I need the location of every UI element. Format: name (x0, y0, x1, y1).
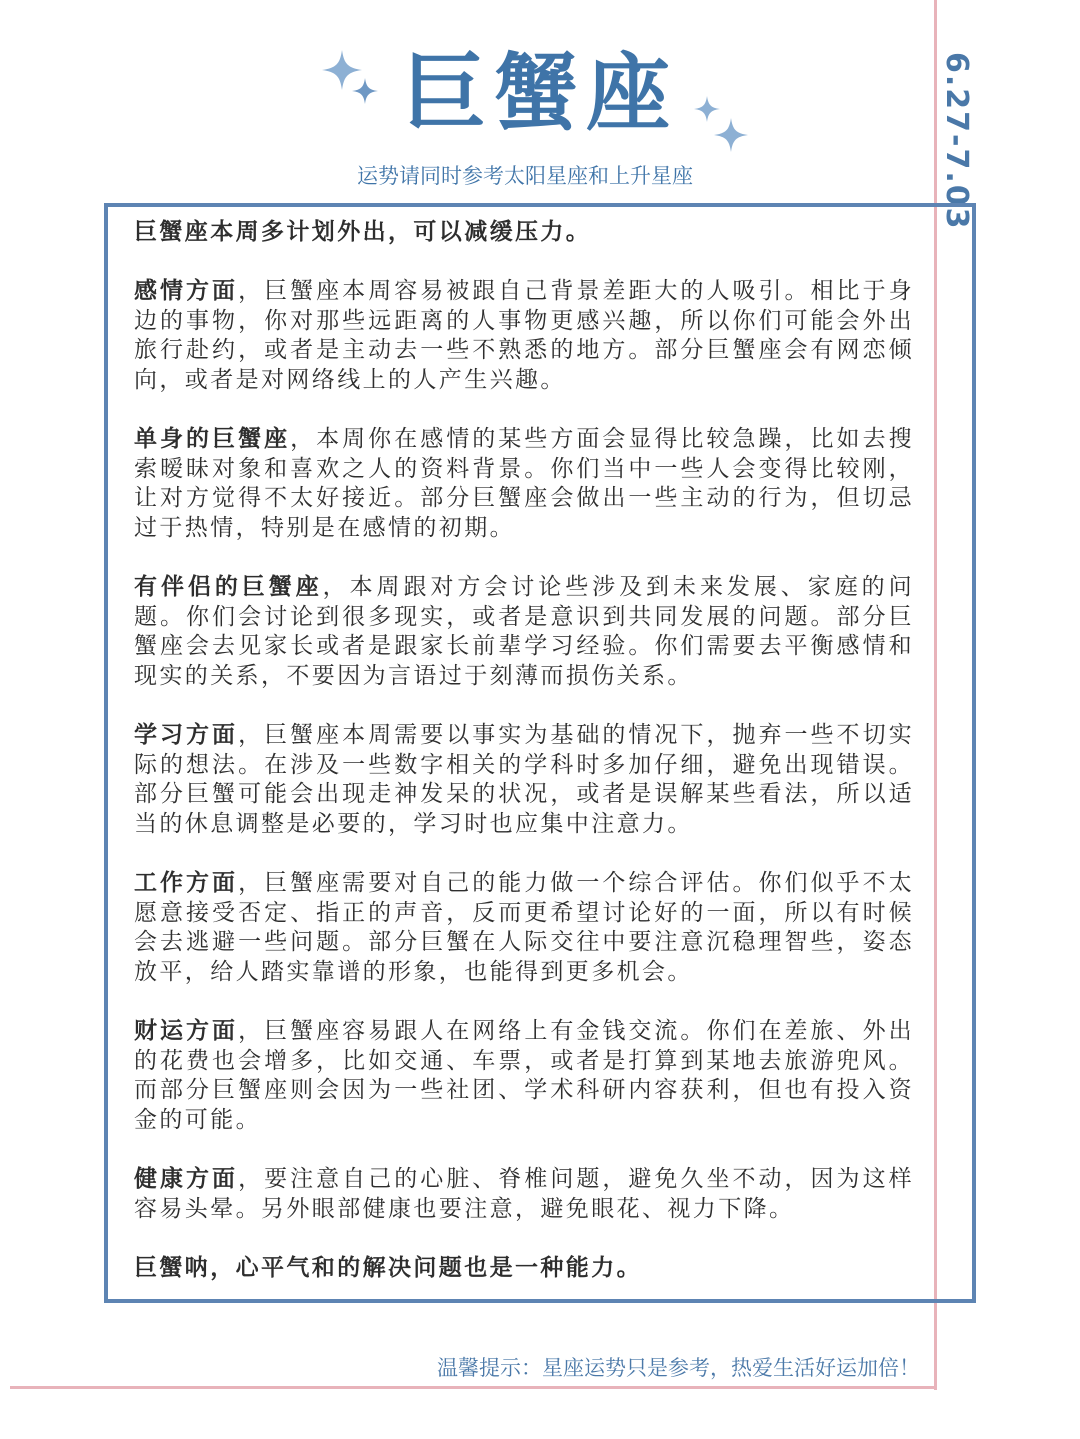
work-paragraph (134, 869, 914, 987)
health-text: ，要注意自己的心脏、脊椎问题，避免久坐不动，因为这样容易头晕。另外眼部健康也要注意，避免眼花、视力下降。 (134, 1166, 914, 1222)
single-text: ，本周你在感情的某些方面会显得比较急躁，比如去搜索暧昧对象和喜欢之人的资料背景。你们当中一些人会变得比较刚，让对方觉得不太好接近。部分巨蟹座会做出一些主动的行为，但切忌过于热情，特别是在感情的初期。 (134, 426, 914, 541)
closing-paragraph (134, 1254, 914, 1284)
page-title: 巨蟹座 (401, 44, 678, 142)
footer-tip: 温馨提示：星座运势只是参考，热爱生活好运加倍！ (437, 1356, 920, 1380)
partnered-label: 有伴侣的巨蟹座 (134, 574, 323, 601)
study-text: ，巨蟹座本周需要以事实为基础的情况下，抛弃一些不切实际的想法。在涉及一些数字相关的学科时多加仔细，避免出现错误。部分巨蟹可能会出现走神发呆的状况，或者是误解某些看法，所以适当的休息调整是必要的，学习时也应集中注意力。 (134, 722, 914, 837)
date-range: 6.27-7.03 (939, 52, 974, 231)
horoscope-text (134, 218, 914, 1313)
partnered-paragraph (134, 573, 914, 691)
pink-frame-horizontal-line (10, 1386, 937, 1389)
single-paragraph (134, 425, 914, 543)
closing-text: 巨蟹呐，心平气和的解决问题也是一种能力。 (134, 1254, 642, 1281)
health-label: 健康方面 (134, 1166, 239, 1192)
work-label: 工作方面 (134, 870, 239, 897)
single-label: 单身的巨蟹座 (134, 426, 291, 453)
partnered-text: ，本周跟对方会讨论些涉及到未来发展、家庭的问题。你们会讨论到很多现实，或者是意识到共同发展的问题。部分巨蟹座会去见家长或者是跟家长前辈学习经验。你们需要去平衡感情和现实的关系，不要因为言语过于刻薄而损伤关系。 (134, 574, 914, 689)
sparkle-icon (714, 118, 748, 152)
wealth-text: ，巨蟹座容易跟人在网络上有金钱交流。你们在差旅、外出的花费也会增多，比如交通、车票，或者是打算到某地去旅游兜风。而部分巨蟹座则会因为一些社团、学术科研内容获利，但也有投入资金的可能。 (134, 1018, 914, 1133)
intro-text: 巨蟹座本周多计划外出，可以减缓压力。 (134, 219, 592, 245)
wealth-label: 财运方面 (134, 1018, 239, 1045)
love-text: ，巨蟹座本周容易被跟自己背景差距大的人吸引。相比于身边的事物，你对那些远距离的人事物更感兴趣，所以你们可能会外出旅行赴约，或者是主动去一些不熟悉的地方。部分巨蟹座会有网恋倾向，或者是对网络线上的人产生兴趣。 (134, 278, 914, 393)
work-text: ，巨蟹座需要对自己的能力做一个综合评估。你们似乎不太愿意接受否定、指正的声音，反而更希望讨论好的一面，所以有时候会去逃避一些问题。部分巨蟹在人际交往中要注意沉稳理智些，姿态放平，给人踏实靠谱的形象，也能得到更多机会。 (134, 870, 914, 985)
health-paragraph (134, 1165, 914, 1224)
love-paragraph (134, 277, 914, 395)
intro-paragraph (134, 218, 914, 248)
wealth-paragraph (134, 1017, 914, 1135)
study-paragraph (134, 721, 914, 839)
study-label: 学习方面 (134, 722, 239, 749)
love-label: 感情方面 (134, 278, 239, 305)
sparkle-icon (352, 78, 378, 104)
page-subtitle: 运势请同时参考太阳星座和上升星座 (357, 164, 693, 188)
